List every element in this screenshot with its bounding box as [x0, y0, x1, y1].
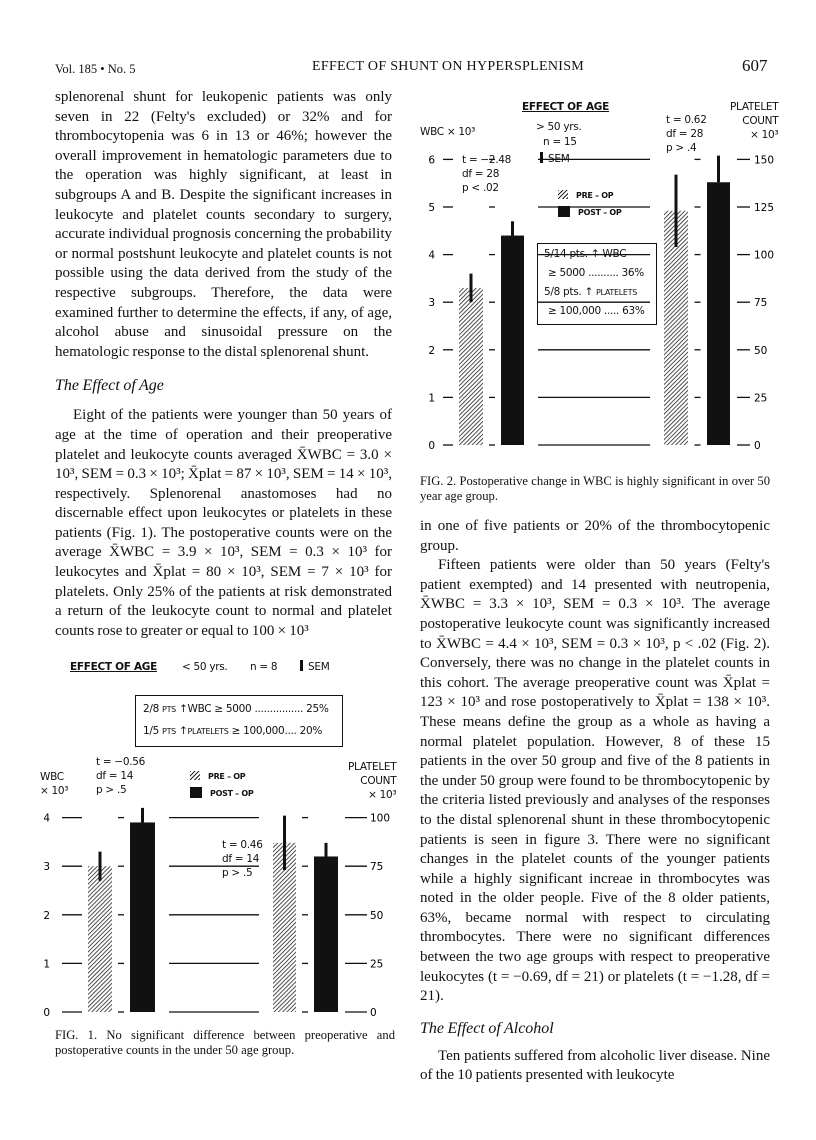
paragraph: Ten patients suffered from alcoholic liver disease. Nine of the 10 patients presented with leukocyte	[420, 1047, 770, 1084]
summary-line: 5/8 pts. ↑ PLATELETS	[544, 286, 638, 298]
summary-line: 2/8 PTS ↑WBC ≥ 5000 ................ 25%	[143, 703, 329, 715]
fig1-platelet-stats: t = 0.46 df = 14 p > .5	[222, 839, 263, 879]
fig2-sem-legend: SEM	[540, 152, 569, 166]
right-tick-label: 150	[754, 154, 775, 167]
right-tick-label: 100	[370, 812, 391, 825]
fig1-sem-legend	[300, 660, 329, 674]
paragraph: splenorenal shunt for leukopenic patients was only seven in 22 (Felty's excluded) or 32% and for thrombocytopenia was 6 in 13 or 46%; however the overall improvement in hematologic parameters due to the operation was highly significant, at least in subgroups A and B. Despite the significant increases in leukocyte and platelet counts secondary to surgery, accurate individual prognosis concerning the probability or normal postshunt leukocyte and platelet counts is not possible using the data derived from the study of the respective subgroups. Therefore, the data were examined further to determine the effects, if any, of age, alcohol abuse and sinusoidal pressure on the hematologic response to the distal splenorenal shunt.	[55, 89, 392, 360]
right-tick-label: 0	[370, 1007, 377, 1019]
right-tick-label: 75	[370, 861, 384, 874]
fig2-summary-box	[537, 243, 657, 325]
left-tick-label: 1	[43, 958, 50, 971]
section-heading-alcohol: The Effect of Alcohol	[420, 1019, 554, 1037]
bar-post-op	[130, 822, 155, 1012]
right-tick-label: 100	[754, 249, 775, 262]
right-tick-label: 50	[754, 344, 768, 357]
right-tick-label: 0	[754, 440, 761, 452]
right-tick-label: 50	[370, 909, 384, 922]
left-tick-label: 3	[43, 861, 50, 874]
bar-post-op	[707, 182, 730, 445]
fig2-group: > 50 yrs.	[536, 121, 582, 133]
solid-swatch-icon	[190, 787, 202, 798]
summary-line: 5/14 pts. ↑ WBC	[544, 248, 627, 260]
fig2-caption: FIG. 2. Postoperative change in WBC is highly significant in over 50 year age group.	[420, 474, 770, 503]
bar-pre-op	[459, 288, 483, 445]
paragraph: Eight of the patients were younger than 50 years of age at the time of operation and their preoperative platelet and leukocyte counts averaged X̄WBC = 3.0 × 10³, SEM = 0.3 × 10³; X̄plat = 87 × 10³, SEM = 14 × 10³, respectively. Splenorenal anastomoses had no discernable effect upon leukocytes or platelets in these patients (Fig. 1). The postoperative counts were on the average X̄WBC = 3.9 × 10³, SEM = 0.3 × 10³ for leukocytes and X̄plat = 80 × 10³, SEM = 7 × 10³ for platelets. Only 25% of the patients at risk demonstrated a return of the leukocyte count to normal and platelet counts rose to greater or equal to 100 × 10³	[55, 407, 392, 639]
left-tick-label: 4	[428, 249, 435, 262]
fig2-left-axis-label: WBC × 10³	[420, 126, 476, 138]
left-tick-label: 1	[428, 392, 435, 405]
section-heading-age: The Effect of Age	[55, 377, 164, 395]
fig2-wbc-stats: t = −2.48 df = 28 p < .02	[462, 154, 512, 194]
paragraph: in one of five patients or 20% of the thrombocytopenic group.	[420, 518, 770, 554]
fig1-wbc-stats: t = −0.56 df = 14 p > .5	[96, 756, 146, 796]
fig1-right-axis-label: PLATELET COUNT × 10³	[348, 761, 397, 801]
hatch-swatch-icon	[558, 190, 568, 199]
fig1-title: EFFECT OF AGE	[70, 661, 157, 673]
fig1-legend: PRE – OP POST – OP	[190, 770, 253, 801]
fig1-summary-box	[135, 695, 343, 747]
fig1-left-axis-label: WBC × 10³	[40, 771, 69, 797]
fig2-right-axis-label: PLATELET COUNT × 10³	[730, 101, 779, 141]
bar-pre-op	[88, 866, 112, 1012]
fig2-legend: PRE – OP POST – OP	[558, 189, 621, 220]
solid-swatch-icon	[558, 206, 570, 217]
summary-line: ≥ 100,000 ..... 63%	[548, 305, 645, 317]
hatch-swatch-icon	[190, 771, 200, 780]
left-tick-label: 5	[428, 202, 435, 214]
right-tick-label: 25	[754, 392, 768, 405]
left-tick-label: 2	[43, 909, 50, 922]
bar-post-op	[314, 856, 338, 1012]
fig2-platelet-stats: t = 0.62 df = 28 p > .4	[666, 114, 707, 154]
fig2-n: n = 15	[543, 136, 577, 148]
right-tick-label: 125	[754, 202, 775, 214]
summary-line: 1/5 PTS ↑PLATELETS ≥ 100,000.... 20%	[143, 725, 323, 737]
fig1-caption: FIG. 1. No significant difference between preoperative and postoperative counts in the under 50 age group.	[55, 1028, 395, 1057]
paragraph: Fifteen patients were older than 50 years (Felty's patient exempted) and 14 presented with neutropenia, X̄WBC = 3.3 × 10³, SEM = 0.3 × 10³. The average postoperative leukocyte count was significantly increased to X̄WBC = 4.4 × 10³, SEM = 0.3 × 10³, p < .02 (Fig. 2). Conversely, there was no change in the platelet counts in this cohort. The average preoperative count was X̄plat = 123 × 10³ and rose postoperatively to X̄plat = 138 × 10³. These means define the group as a whole as having a normal platelet population. However, 8 of these 15 patients in the over 50 group and five of the 8 patients in the under 50 group were found to be thrombocytopenic by the criteria listed previously and analyses of the responses to the distal splenorenal shunt in these thrombocytopenic patients is seen in figure 3. There were no significant changes in the platelet counts of the younger patients while a highly significant increae in thrombocytes was noted in the older people. Five of the 8 older patients, 63%, became normal with respect to circulating thrombocytes. There were no significant differences between the two age groups with respect to preoperative leukocytes (t = −0.69, df = 21) or platelets (t = −1.28, df = 21).	[420, 557, 770, 1005]
left-tick-label: 0	[428, 440, 435, 452]
left-tick-label: 4	[43, 812, 50, 825]
page-number: 607	[742, 56, 768, 75]
fig2-title: EFFECT OF AGE	[522, 101, 609, 113]
left-tick-label: 6	[428, 154, 435, 167]
right-tick-label: 25	[370, 958, 384, 971]
left-tick-label: 3	[428, 297, 435, 310]
left-tick-label: 2	[428, 344, 435, 357]
running-title: EFFECT OF SHUNT ON HYPERSPLENISM	[312, 59, 585, 74]
fig1-n: n = 8	[250, 661, 278, 673]
left-tick-label: 0	[43, 1007, 50, 1019]
bar-post-op	[501, 236, 524, 445]
right-tick-label: 75	[754, 297, 768, 310]
fig1-group: < 50 yrs.	[182, 661, 228, 673]
summary-line: ≥ 5000 .......... 36%	[548, 267, 644, 279]
journal-volume: Vol. 185 • No. 5	[55, 62, 136, 76]
sem-label: SEM	[308, 661, 330, 673]
